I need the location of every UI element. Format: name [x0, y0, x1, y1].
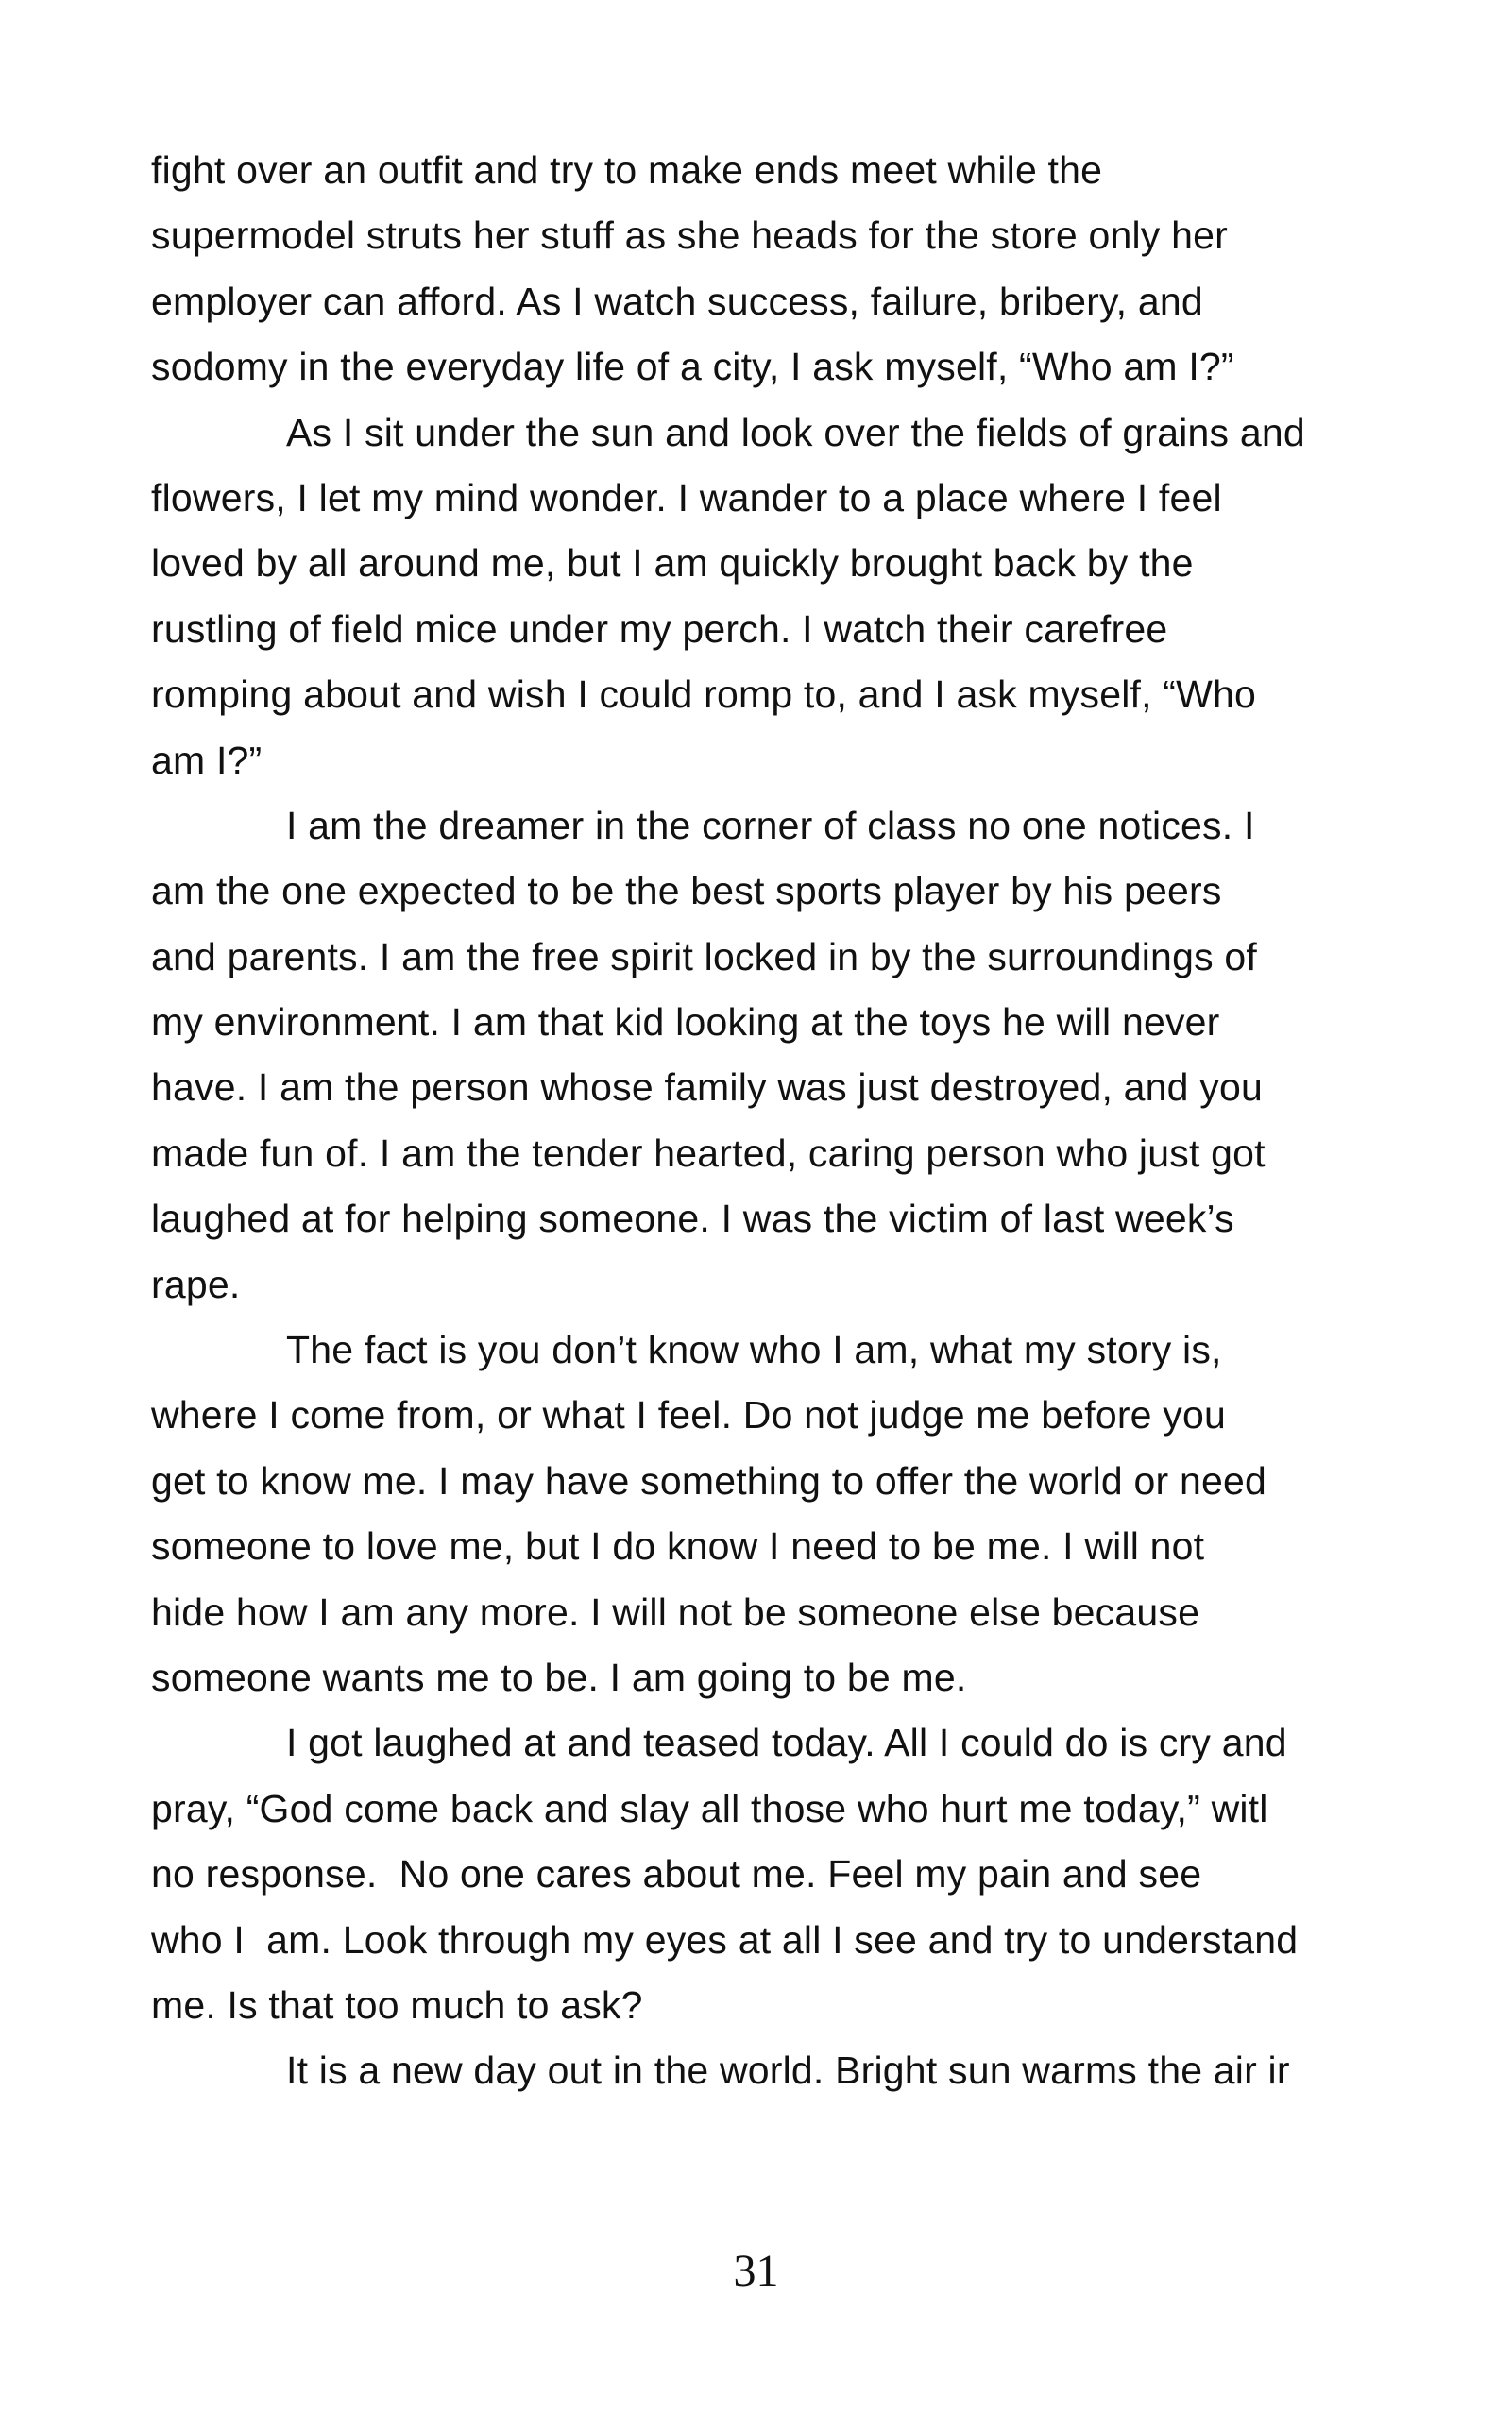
- text-line: no response. No one cares about me. Feel my pain and see: [151, 1852, 1202, 1896]
- text-line: made fun of. I am the tender hearted, caring person who just got: [151, 1131, 1266, 1175]
- text-line: fight over an outfit and try to make ends meet while the: [151, 148, 1103, 192]
- paragraph-start-line: I am the dreamer in the corner of class no one notices. I: [286, 803, 1255, 847]
- paragraph-start-line: The fact is you don’t know who I am, what my story is,: [286, 1328, 1222, 1372]
- paragraph-start-line: I got laughed at and teased today. All I could do is cry and: [286, 1721, 1287, 1765]
- text-line: sodomy in the everyday life of a city, I ask myself, “Who am I?”: [151, 345, 1234, 389]
- text-line: am I?”: [151, 738, 263, 782]
- text-line: pray, “God come back and slay all those who hurt me today,” witl: [151, 1786, 1268, 1830]
- text-line: me. Is that too much to ask?: [151, 1982, 643, 2027]
- text-line: romping about and wish I could romp to, and I ask myself, “Who: [151, 672, 1257, 717]
- text-line: someone wants me to be. I am going to be me.: [151, 1655, 967, 1699]
- text-line: get to know me. I may have something to offer the world or need: [151, 1458, 1266, 1503]
- paragraph-start-line: As I sit under the sun and look over the fields of grains and: [286, 410, 1305, 454]
- text-line: flowers, I let my mind wonder. I wander to a place where I feel: [151, 475, 1222, 519]
- text-line: someone to love me, but I do know I need to be me. I will not: [151, 1524, 1205, 1569]
- text-line: loved by all around me, but I am quickly brought back by the: [151, 541, 1194, 586]
- text-line: where I come from, or what I feel. Do not judge me before you: [151, 1393, 1226, 1437]
- text-line: and parents. I am the free spirit locked in by the surroundings of: [151, 934, 1257, 978]
- text-line: am the one expected to be the best sports player by his peers: [151, 869, 1222, 913]
- text-line: hide how I am any more. I will not be someone else because: [151, 1590, 1200, 1634]
- text-line: employer can afford. As I watch success, failure, bribery, and: [151, 279, 1203, 323]
- text-line: rustling of field mice under my perch. I watch their carefree: [151, 606, 1168, 651]
- text-line: have. I am the person whose family was just destroyed, and you: [151, 1065, 1263, 1110]
- text-line: laughed at for helping someone. I was the victim of last week’s: [151, 1197, 1234, 1241]
- text-line: supermodel struts her stuff as she heads for the store only her: [151, 213, 1228, 258]
- text-line: who I am. Look through my eyes at all I see and try to understand: [151, 1917, 1299, 1962]
- body-text: [151, 138, 1388, 2104]
- page-number: 31: [733, 2246, 779, 2296]
- text-line: rape.: [151, 1262, 241, 1306]
- paragraph-start-line: It is a new day out in the world. Bright sun warms the air ir: [286, 2049, 1290, 2093]
- text-line: my environment. I am that kid looking at the toys he will never: [151, 1000, 1220, 1045]
